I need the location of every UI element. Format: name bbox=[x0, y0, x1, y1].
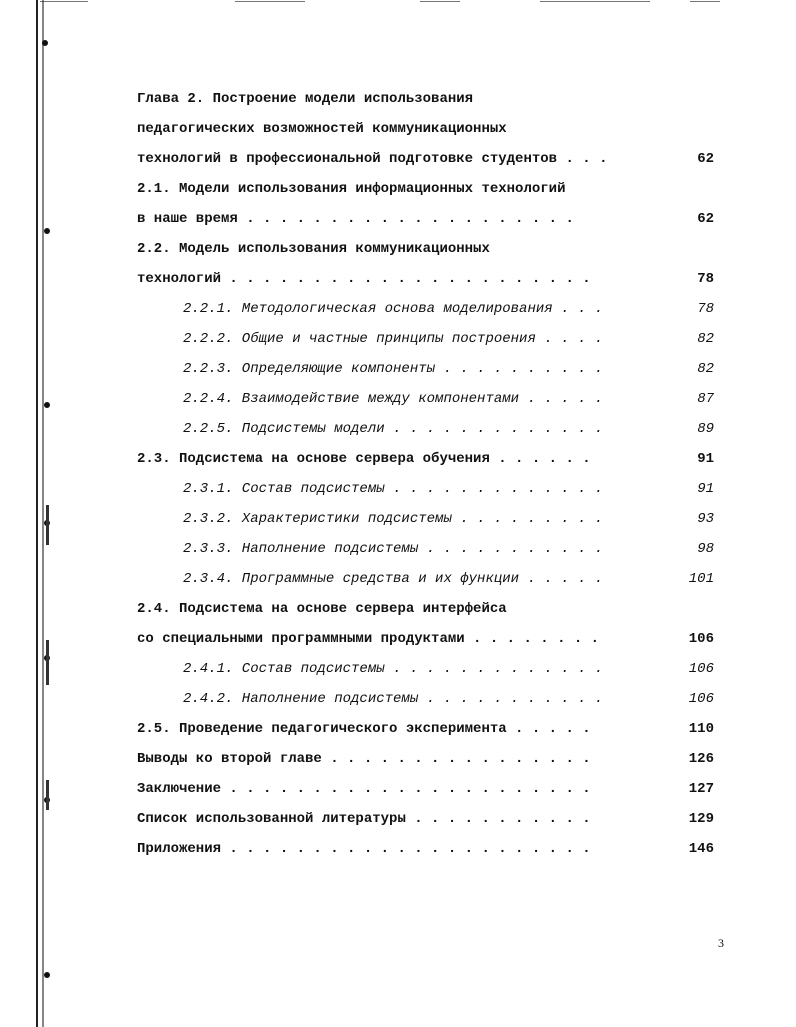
toc-page-number: 62 bbox=[697, 211, 714, 227]
toc-page-number: 78 bbox=[697, 271, 714, 287]
toc-subsection-title: 2.4.1. Состав подсистемы . . . . . . . . . . . . . bbox=[183, 661, 604, 677]
toc-subsection-title: 2.3.1. Состав подсистемы . . . . . . . . . . . . . bbox=[183, 481, 604, 497]
toc-page-number: 62 bbox=[697, 151, 714, 167]
toc-subsection-title: 2.3.2. Характеристики подсистемы . . . . . . . . . bbox=[183, 511, 604, 527]
toc-subsection-title: 2.2.2. Общие и частные принципы построения . . . . bbox=[183, 331, 604, 347]
toc-section-title: 2.5. Проведение педагогического эксперимента . . . . . bbox=[137, 721, 591, 737]
toc-subsection-title: 2.2.1. Методологическая основа моделирования . . . bbox=[183, 301, 604, 317]
toc-section-title: 2.4. Подсистема на основе сервера интерфейса bbox=[137, 601, 507, 617]
toc-section-title: 2.3. Подсистема на основе сервера обучения . . . . . . bbox=[137, 451, 591, 467]
toc-page-number: 82 bbox=[697, 331, 714, 347]
toc-section-title: Приложения . . . . . . . . . . . . . . . . . . . . . . bbox=[137, 841, 591, 857]
toc-subsection-title: 2.2.4. Взаимодействие между компонентами . . . . . bbox=[183, 391, 604, 407]
toc-section-title: 2.2. Модель использования коммуникационных bbox=[137, 241, 490, 257]
toc-page-number: 91 bbox=[697, 451, 714, 467]
toc-section-title: технологий . . . . . . . . . . . . . . . . . . . . . . bbox=[137, 271, 591, 287]
toc-page-number: 106 bbox=[688, 661, 714, 677]
toc-subsection-title: 2.4.2. Наполнение подсистемы . . . . . . . . . . . bbox=[183, 691, 604, 707]
toc-section-title: Выводы ко второй главе . . . . . . . . . . . . . . . . bbox=[137, 751, 591, 767]
toc-page-number: 93 bbox=[697, 511, 714, 527]
toc-page-number: 98 bbox=[697, 541, 714, 557]
toc-page-number: 82 bbox=[697, 361, 714, 377]
toc-page-number: 101 bbox=[688, 571, 714, 587]
toc-page-number: 87 bbox=[697, 391, 714, 407]
toc-section-title: в наше время . . . . . . . . . . . . . . . . . . . . bbox=[137, 211, 574, 227]
toc-section-title: 2.1. Модели использования информационных технологий bbox=[137, 181, 566, 197]
toc-page-number: 126 bbox=[688, 751, 714, 767]
toc-page-number: 110 bbox=[688, 721, 714, 737]
toc-page-number: 146 bbox=[688, 841, 714, 857]
toc-chapter-title: педагогических возможностей коммуникационных bbox=[137, 121, 507, 137]
toc-subsection-title: 2.2.3. Определяющие компоненты . . . . . . . . . . bbox=[183, 361, 604, 377]
toc-page-number: 106 bbox=[688, 691, 714, 707]
toc-page-number: 127 bbox=[688, 781, 714, 797]
toc-chapter-title: технологий в профессиональной подготовке студентов . . . bbox=[137, 151, 608, 167]
toc-page-number: 129 bbox=[688, 811, 714, 827]
page-number: 3 bbox=[718, 936, 724, 950]
toc-page-number: 89 bbox=[697, 421, 714, 437]
toc-subsection-title: 2.3.3. Наполнение подсистемы . . . . . . . . . . . bbox=[183, 541, 604, 557]
toc-subsection-title: 2.3.4. Программные средства и их функции . . . . . bbox=[183, 571, 604, 587]
toc-page-number: 91 bbox=[697, 481, 714, 497]
toc-subsection-title: 2.2.5. Подсистемы модели . . . . . . . . . . . . . bbox=[183, 421, 604, 437]
toc-page-number: 78 bbox=[697, 301, 714, 317]
toc-section-title: со специальными программными продуктами . . . . . . . . bbox=[137, 631, 600, 647]
toc-chapter-title: Глава 2. Построение модели использования bbox=[137, 91, 474, 107]
toc-page-number: 106 bbox=[688, 631, 714, 647]
toc-section-title: Заключение . . . . . . . . . . . . . . . . . . . . . . bbox=[137, 781, 591, 797]
toc-section-title: Список использованной литературы . . . . . . . . . . . bbox=[137, 811, 591, 827]
